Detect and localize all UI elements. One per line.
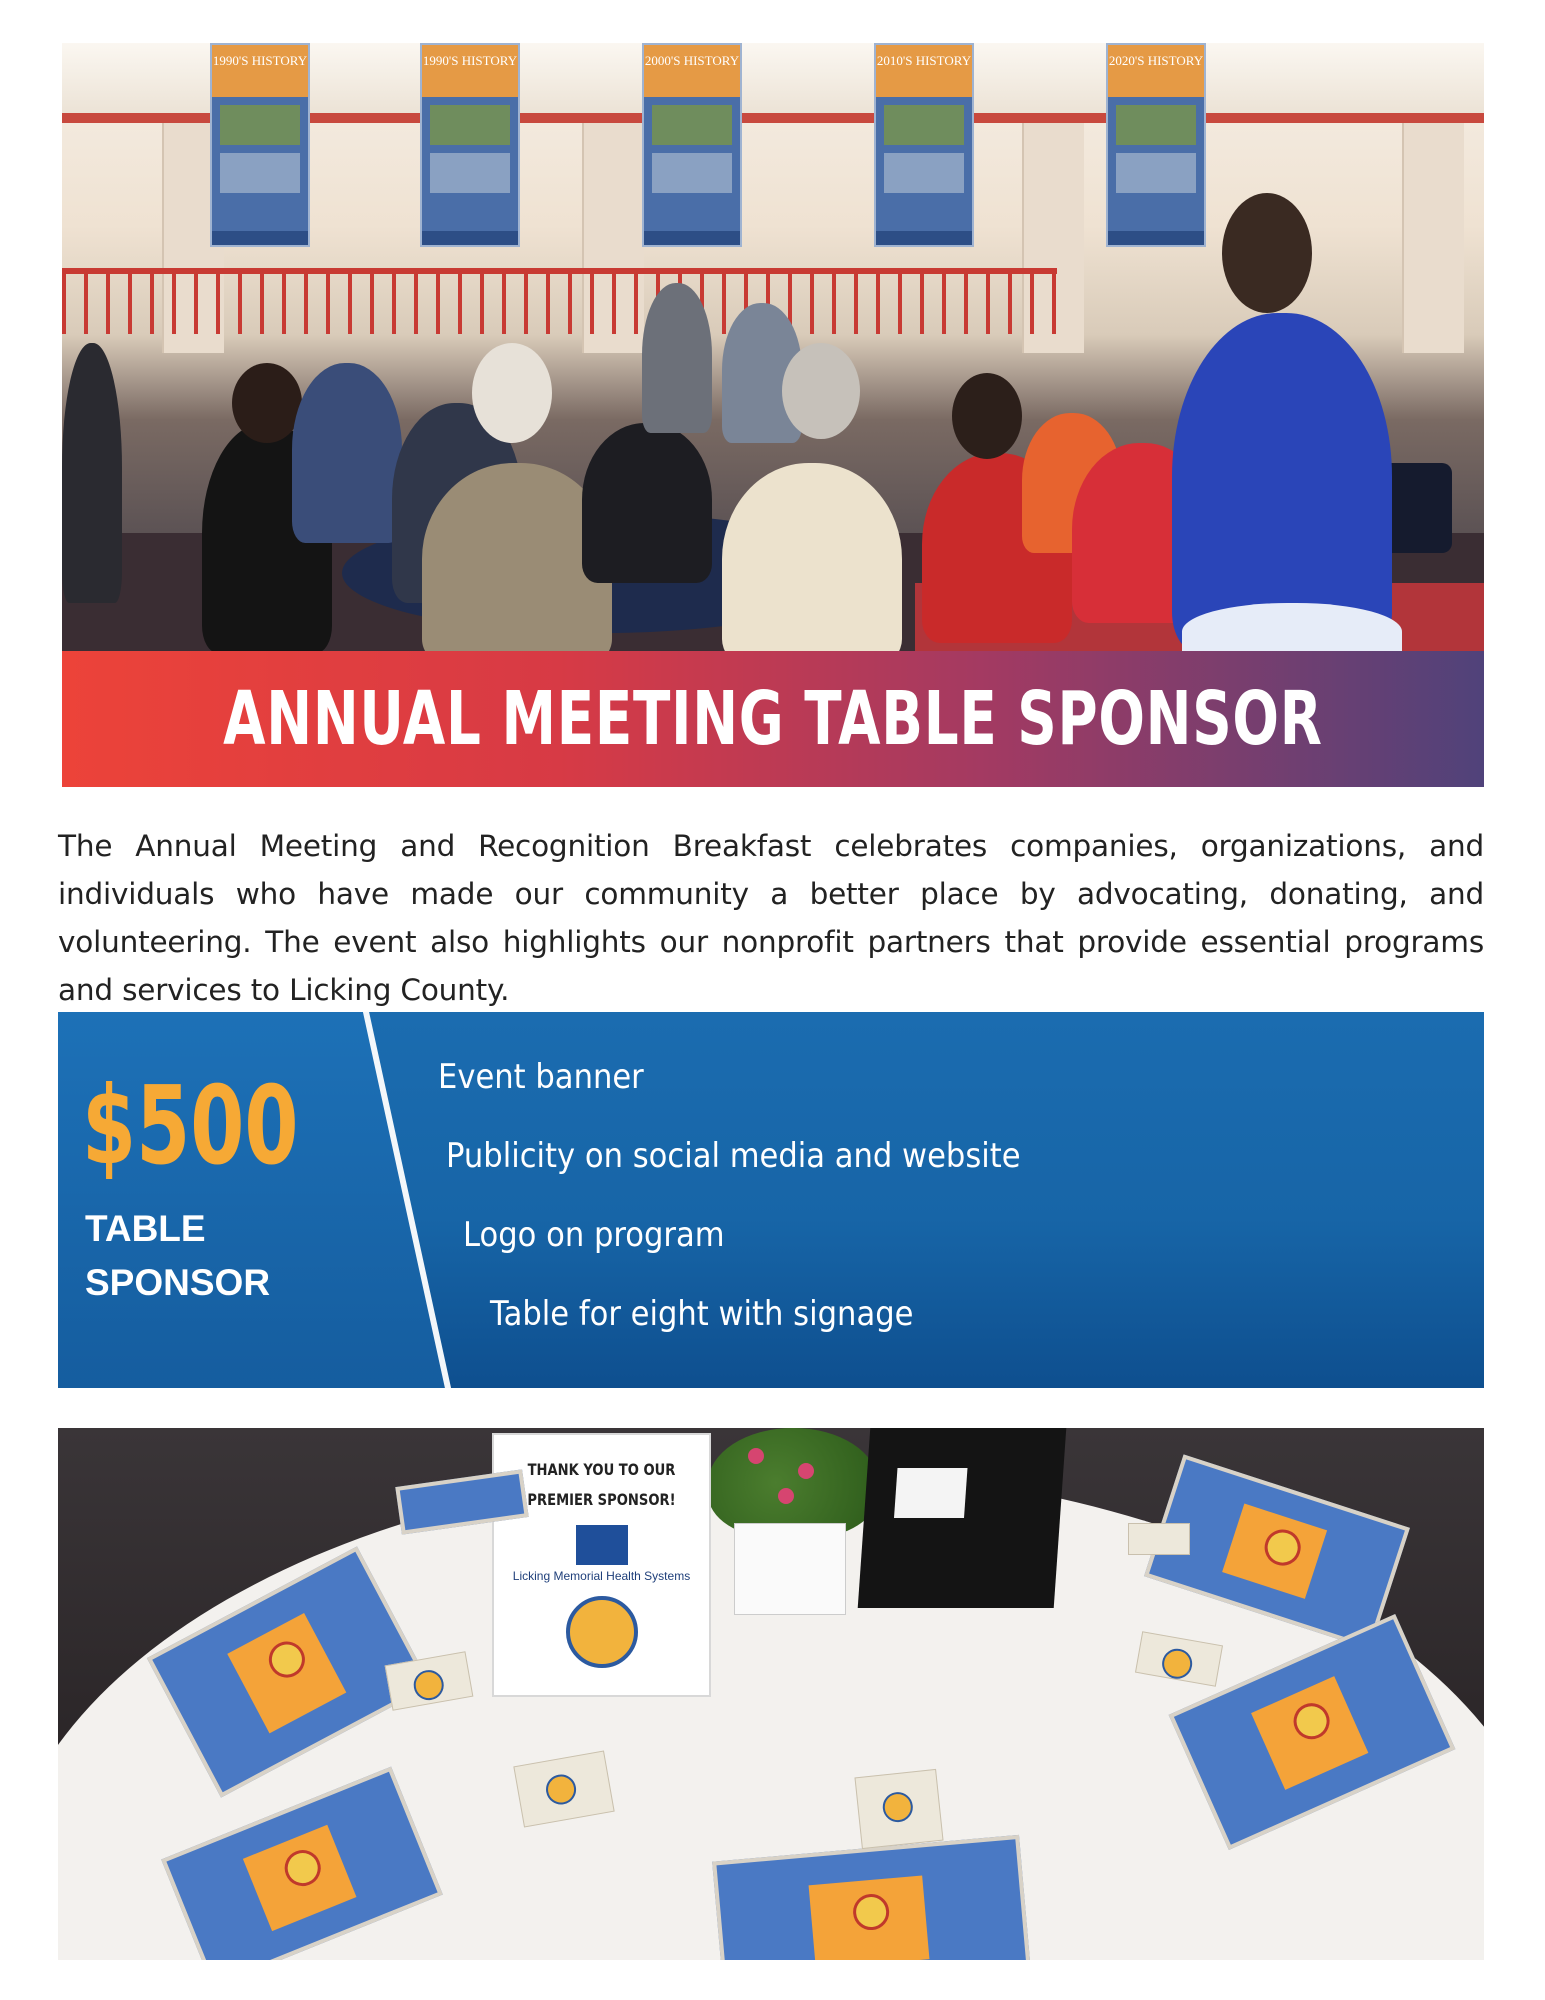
sponsor-price: $500 <box>82 1064 299 1189</box>
centerpiece-plant <box>708 1428 878 1538</box>
history-banner-title: 2000'S HISTORY <box>644 45 740 97</box>
attendee-head <box>782 343 860 439</box>
history-banner <box>1106 43 1206 247</box>
history-banner-title: 1990'S HISTORY <box>422 45 518 97</box>
sponsor-table-tent <box>492 1433 711 1697</box>
seed-card <box>1128 1523 1190 1555</box>
attendee <box>582 423 712 583</box>
benefit-item: Table for eight with signage <box>490 1294 914 1334</box>
attendee <box>292 363 402 543</box>
page-title: ANNUAL MEETING TABLE SPONSOR <box>223 676 1323 762</box>
history-banner-title: 2020'S HISTORY <box>1108 45 1204 97</box>
attendee <box>722 463 902 651</box>
benefit-item: Logo on program <box>463 1215 725 1255</box>
intro-paragraph: The Annual Meeting and Recognition Breakfast celebrates companies, organizations, and individuals who have made our community a better place by advocating, donating, and volunteering. The event also highlights our nonprofit partners that provide essential programs and services to Licking County. <box>58 829 1484 1007</box>
attendee-head <box>472 343 552 443</box>
sponsor-tier-label <box>85 1202 270 1310</box>
tier-line-1: TABLE <box>85 1208 206 1249</box>
attendee-head <box>232 363 302 443</box>
title-banner <box>62 651 1484 787</box>
tier-line-2: SPONSOR <box>85 1262 271 1303</box>
flower <box>798 1463 814 1479</box>
united-way-seal-icon <box>566 1596 638 1668</box>
centerpiece-box <box>734 1523 846 1615</box>
attendee <box>1172 313 1392 651</box>
sponsor-panel <box>58 1012 1484 1388</box>
pillar <box>1402 123 1464 353</box>
attendee <box>642 283 712 433</box>
attendee-head <box>952 373 1022 459</box>
attendee-skirt <box>1182 603 1402 651</box>
attendee <box>62 343 122 603</box>
event-photo <box>62 43 1484 651</box>
black-table-tent <box>858 1428 1067 1608</box>
balcony-railing <box>62 268 1057 334</box>
attendee-head <box>1222 193 1312 313</box>
table-photo <box>58 1428 1484 1960</box>
history-banner-title: 1990'S HISTORY <box>212 45 308 97</box>
tent-message: THANK YOU TO OUR PREMIER SPONSOR! <box>527 1460 676 1509</box>
benefit-item: Event banner <box>438 1057 644 1097</box>
tent-sponsor-name: Licking Memorial Health Systems <box>512 1569 691 1583</box>
benefit-item: Publicity on social media and website <box>446 1136 1021 1176</box>
history-banner-title: 2010'S HISTORY <box>876 45 972 97</box>
sponsor-logo-icon <box>576 1525 628 1565</box>
flower <box>778 1488 794 1504</box>
history-banner <box>874 43 974 247</box>
flower <box>748 1448 764 1464</box>
history-banner <box>642 43 742 247</box>
seed-card <box>854 1769 943 1849</box>
history-banner <box>420 43 520 247</box>
history-banner <box>210 43 310 247</box>
